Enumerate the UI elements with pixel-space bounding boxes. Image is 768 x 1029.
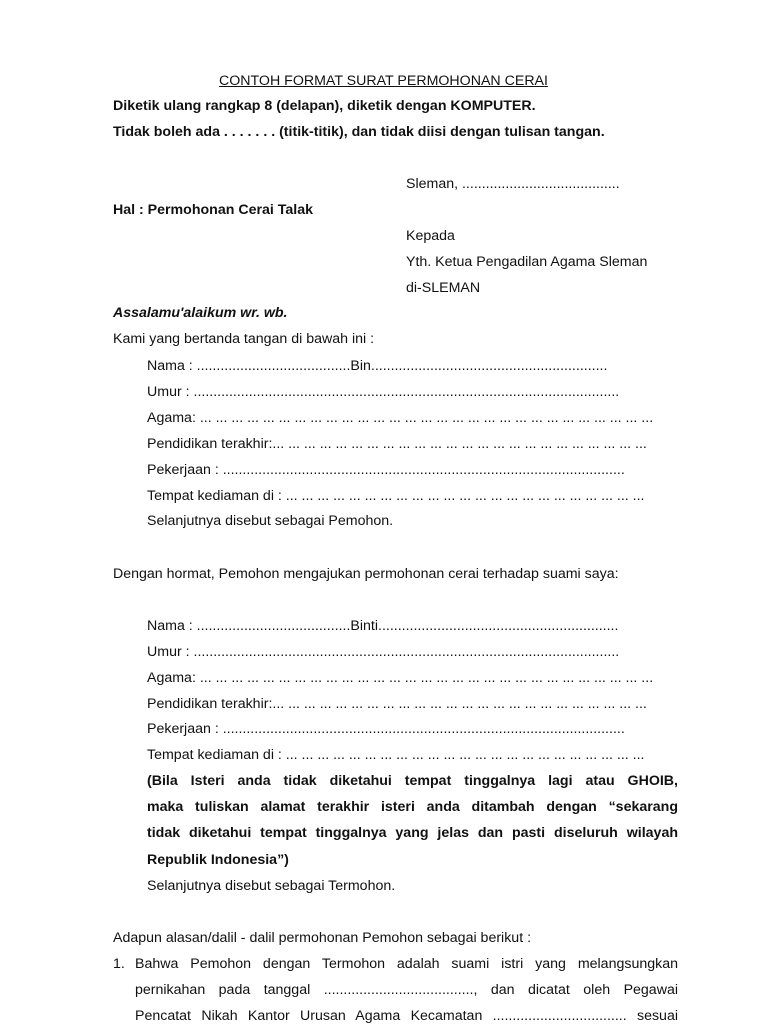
typing-note-1: Diketik ulang rangkap 8 (delapan), diketik dengan KOMPUTER.: [113, 98, 536, 114]
place-date: Sleman, ........................................: [406, 176, 620, 192]
reason-1-number: 1.: [113, 956, 125, 972]
recipient-kepada: Kepada: [406, 228, 455, 244]
pemohon-tempat-field: Tempat kediaman di : ... ... ... ... ... ... ... ... ... ... ... ... ... ... ... ... ... ... ... ... ... ... ...: [147, 488, 645, 504]
typing-note-2: Tidak boleh ada . . . . . . . (titik-titik), dan tidak diisi dengan tulisan tangan.: [113, 124, 605, 140]
reason-1-line-1: Bahwa Pemohon dengan Termohon adalah suami istri yang melangsungkan: [135, 956, 678, 972]
request-intro: Dengan hormat, Pemohon mengajukan permohonan cerai terhadap suami saya:: [113, 566, 619, 582]
document-title: CONTOH FORMAT SURAT PERMOHONAN CERAI: [219, 73, 548, 89]
termohon-pendidikan-field: Pendidikan terakhir:... ... ... ... ... ... ... ... ... ... ... ... ... ... ... ... ... ... ... ... ... ... ... ...: [147, 696, 647, 712]
pemohon-umur-field: Umur : ............................................................................................................: [147, 384, 620, 400]
intro-text: Kami yang bertanda tangan di bawah ini :: [113, 331, 375, 347]
pemohon-pendidikan-field: Pendidikan terakhir:... ... ... ... ... ... ... ... ... ... ... ... ... ... ... ... ... ... ... ... ... ... ... ...: [147, 436, 647, 452]
recipient-location: di-SLEMAN: [406, 280, 481, 296]
ghoib-note-line-1: (Bila Isteri anda tidak diketahui tempat tinggalnya lagi atau GHOIB,: [147, 773, 678, 789]
termohon-closing: Selanjutnya disebut sebagai Termohon.: [147, 878, 396, 894]
ghoib-note-line-4: Republik Indonesia”): [147, 852, 289, 868]
termohon-agama-field: Agama: ... ... ... ... ... ... ... ... ... ... ... ... ... ... ... ... ... ... ... ... ... ... ... ... ... ... ... ... ...: [147, 670, 654, 686]
reasons-intro: Adapun alasan/dalil - dalil permohonan Pemohon sebagai berikut :: [113, 930, 532, 946]
ghoib-note-line-2: maka tuliskan alamat terakhir isteri anda ditambah dengan “sekarang: [147, 799, 678, 815]
termohon-nama-field: Nama : .......................................Binti.............................................................: [147, 618, 619, 634]
ghoib-note-line-3: tidak diketahui tempat tinggalnya yang jelas dan pasti diseluruh wilayah: [147, 825, 678, 841]
pemohon-closing: Selanjutnya disebut sebagai Pemohon.: [147, 513, 394, 529]
greeting: Assalamu'alaikum wr. wb.: [113, 305, 288, 321]
pemohon-nama-field: Nama : .......................................Bin............................................................: [147, 358, 608, 374]
reason-1-line-2: pernikahan pada tanggal ......................................, dan dicatat oleh Pegawai: [135, 982, 678, 998]
reason-1-line-3: Pencatat Nikah Kantor Urusan Agama Kecamatan .................................. sesuai: [135, 1008, 678, 1024]
recipient-yth: Yth. Ketua Pengadilan Agama Sleman: [406, 254, 648, 270]
pemohon-pekerjaan-field: Pekerjaan : ......................................................................................................: [147, 462, 625, 478]
subject-line: Hal : Permohonan Cerai Talak: [113, 202, 313, 218]
termohon-umur-field: Umur : ............................................................................................................: [147, 644, 620, 660]
pemohon-agama-field: Agama: ... ... ... ... ... ... ... ... ... ... ... ... ... ... ... ... ... ... ... ... ... ... ... ... ... ... ... ... ...: [147, 410, 654, 426]
termohon-tempat-field: Tempat kediaman di : ... ... ... ... ... ... ... ... ... ... ... ... ... ... ... ... ... ... ... ... ... ... ...: [147, 747, 645, 763]
termohon-pekerjaan-field: Pekerjaan : ......................................................................................................: [147, 721, 625, 737]
